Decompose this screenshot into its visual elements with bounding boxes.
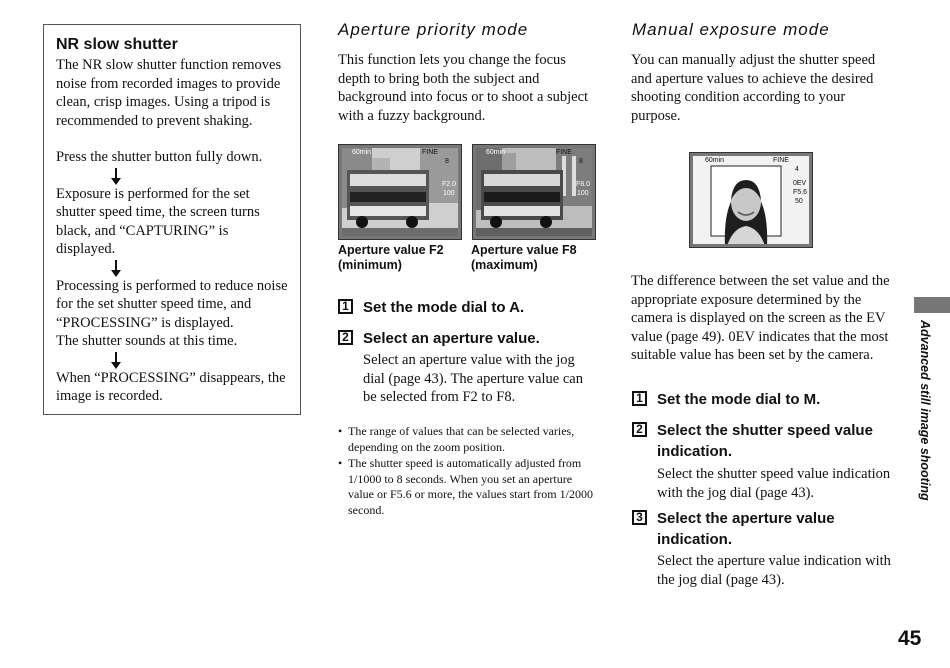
battery-readout: 60min [486, 149, 506, 156]
manual-section-title: Manual exposure mode [632, 20, 830, 39]
aperture-note-2-text: The shutter speed is automatically adjusted from 1/1000 to 8 seconds. When you set an aperture value or F5.6 or more, the values start from 1/2000 second. [348, 456, 593, 517]
aperture-note-1-text: The range of values that can be selected varies, depending on the zoom position. [348, 424, 575, 454]
manual-step-3-text [657, 508, 835, 550]
manual-step-2-line2: indication. [657, 443, 732, 460]
nr-step-4: When “PROCESSING” disappears, the image is recorded. [56, 369, 286, 404]
quality-readout: FINE [422, 149, 438, 156]
bullet: • [338, 456, 343, 470]
nr-step-3-note: The shutter sounds at this time. [56, 333, 238, 349]
manual-body: The difference between the set value and the appropriate exposure determined by the camera is displayed on the screen as the EV value (page 49). 0EV indicates that the most suitable value has been set by the camera. [631, 273, 890, 363]
manual-step-3 [632, 508, 894, 552]
page-number: 45 [898, 627, 922, 650]
side-section-label: Advanced still image shooting [918, 320, 932, 501]
manual-step-2-line1: Select the shutter speed value [657, 422, 873, 439]
down-arrow-icon [56, 351, 288, 369]
caption-f2 [338, 243, 444, 273]
aperture-step-1 [338, 297, 600, 319]
down-arrow-icon [56, 259, 288, 277]
count-readout: 8 [579, 158, 583, 165]
camera-screen-f2 [338, 144, 462, 240]
camera-screen-manual [689, 152, 813, 248]
shutter-readout: 50 [795, 198, 803, 205]
aperture-readout: F2.0 [442, 181, 457, 188]
nr-box-title: NR slow shutter [56, 36, 178, 53]
portrait-photo-icon [693, 156, 809, 244]
aperture-intro: This function lets you change the focus depth to bring both the subject and background into focus or to shoot a subject with a fuzzy background. [338, 52, 589, 124]
manual-step-1-text: Set the mode dial to M. [657, 391, 821, 408]
manual-step-2-body: Select the shutter speed value indication with the jog dial (page 43). [657, 466, 891, 501]
aperture-step-2-body: Select an aperture value with the jog dial (page 43). The aperture value can be selected from F2 to F8. [363, 352, 583, 405]
manual-step-1 [632, 389, 894, 411]
nr-step-2: Exposure is performed for the set shutter speed time, the screen turns black, and “CAPTURING” is displayed. [56, 185, 260, 257]
count-readout: 8 [445, 158, 449, 165]
step-number-1: 1 [632, 391, 647, 406]
aperture-note-1 [338, 424, 600, 456]
manual-step-2-text [657, 420, 873, 462]
step-number-1: 1 [338, 299, 353, 314]
camera-screen-f8 [472, 144, 596, 240]
aperture-step-2 [338, 328, 600, 350]
manual-step-3-body: Select the aperture value indication with the jog dial (page 43). [657, 553, 891, 588]
shutter-readout: 100 [577, 190, 589, 197]
aperture-step-2-text: Select an aperture value. [363, 330, 540, 347]
manual-step-3-line2: indication. [657, 531, 732, 548]
caption-f8-line1: Aperture value F8 [471, 243, 577, 257]
caption-f2-line2: (minimum) [338, 258, 402, 272]
nr-slow-shutter-box [43, 24, 301, 415]
section-tab-marker [914, 297, 950, 313]
shutter-readout: 100 [443, 190, 455, 197]
manual-intro: You can manually adjust the shutter speed and aperture values to achieve the desired shooting condition according to your purpose. [631, 52, 876, 124]
aperture-section-title: Aperture priority mode [338, 20, 529, 39]
nr-step-3: Processing is performed to reduce noise for the set shutter speed time, and “PROCESSING” is displayed. [56, 277, 288, 331]
aperture-readout: F5.6 [793, 189, 808, 196]
nr-box-intro: The NR slow shutter function removes noise from recorded images to provide clean, crisp images. Using a tripod is recommended to prevent shaking. [56, 57, 282, 129]
caption-f2-line1: Aperture value F2 [338, 243, 444, 257]
down-arrow-icon [56, 167, 288, 185]
battery-readout: 60min [352, 149, 372, 156]
nr-step-1: Press the shutter button fully down. [56, 149, 263, 165]
bus-photo-icon [342, 148, 458, 236]
ev-readout: 0EV [793, 180, 807, 187]
manual-step-2 [632, 420, 894, 464]
quality-readout: FINE [773, 157, 789, 164]
quality-readout: FINE [556, 149, 572, 156]
bullet: • [338, 424, 343, 438]
count-readout: 4 [795, 166, 799, 173]
bus-photo-icon [476, 148, 592, 236]
caption-f8 [471, 243, 577, 273]
step-number-2: 2 [338, 330, 353, 345]
step-number-3: 3 [632, 510, 647, 525]
aperture-readout: F8.0 [576, 181, 591, 188]
manual-step-3-line1: Select the aperture value [657, 510, 835, 527]
aperture-note-2 [338, 456, 600, 520]
aperture-step-1-text: Set the mode dial to A. [363, 299, 525, 316]
caption-f8-line2: (maximum) [471, 258, 538, 272]
step-number-2: 2 [632, 422, 647, 437]
battery-readout: 60min [705, 157, 725, 164]
